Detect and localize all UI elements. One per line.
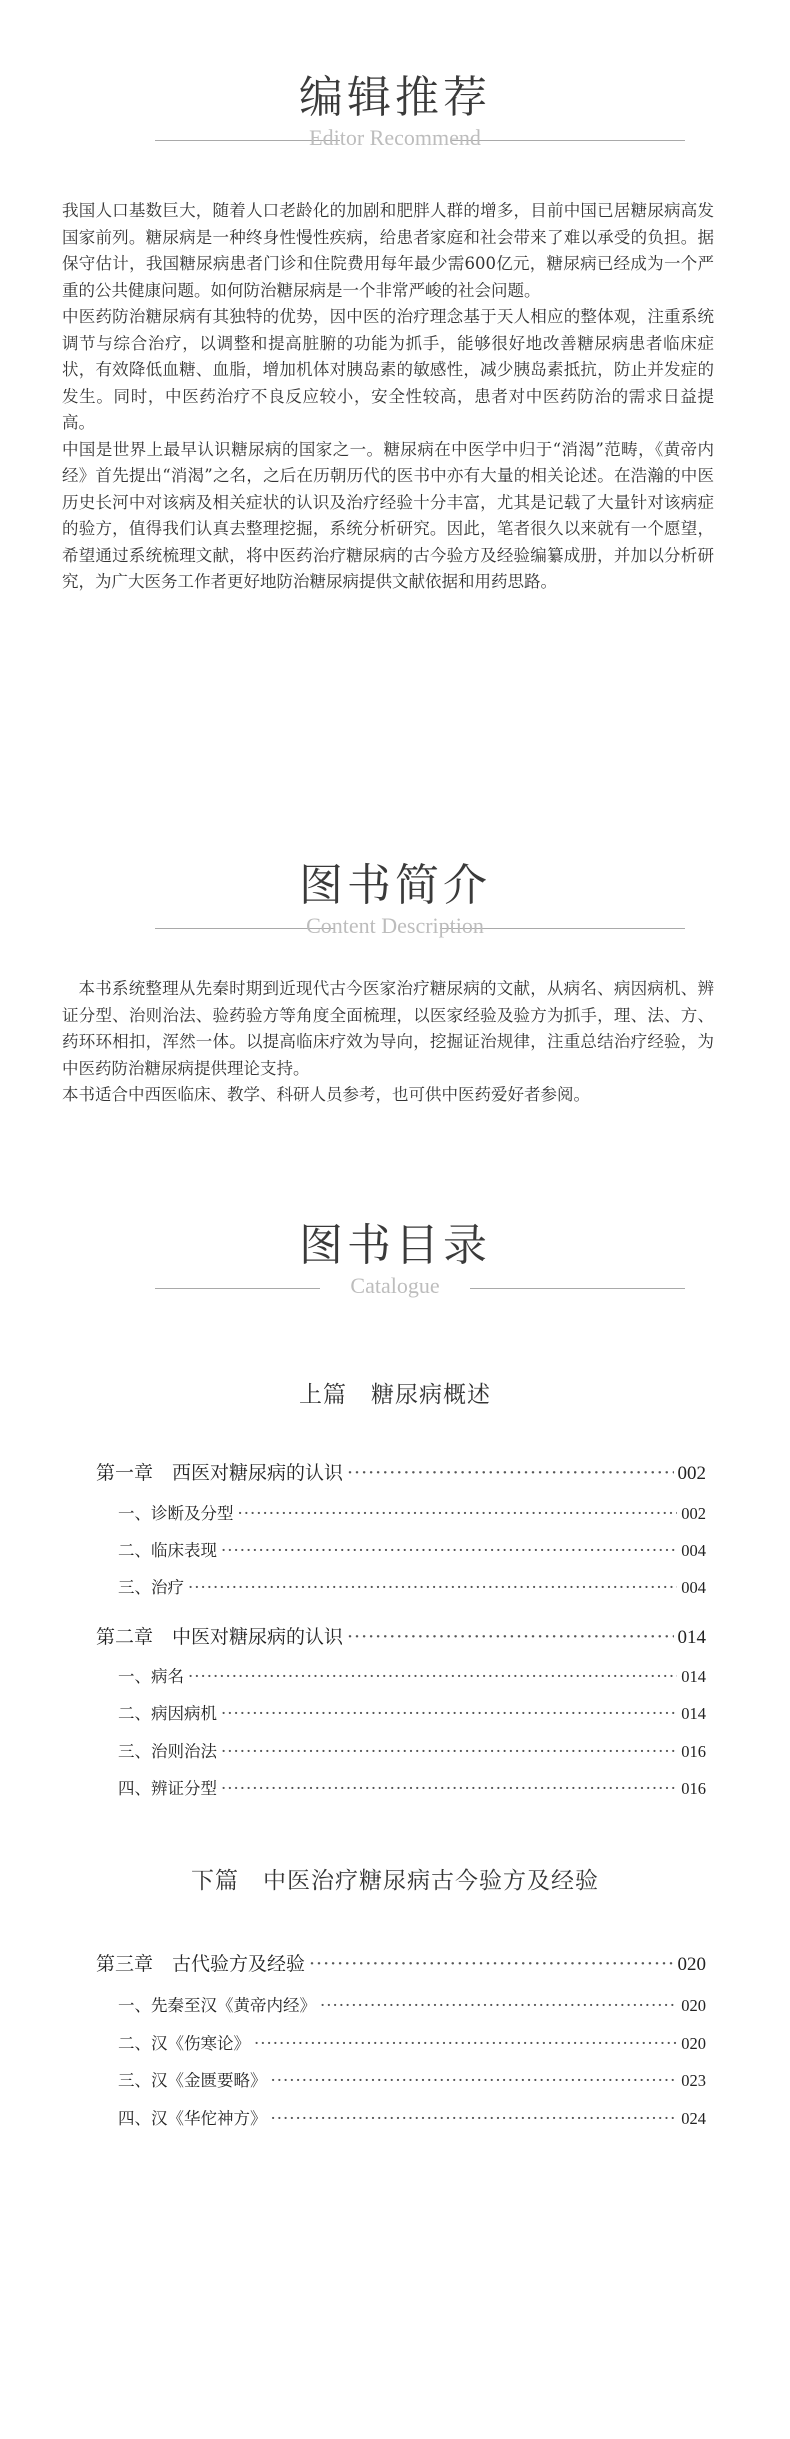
toc-chapter-label: 第一章 西医对糖尿病的认识 xyxy=(96,1462,344,1484)
toc-item-label: 一、病名 xyxy=(118,1667,184,1686)
toc-item-label: 四、汉《华佗神方》 xyxy=(118,2109,267,2128)
toc-item[interactable] xyxy=(118,1500,706,1524)
toc-page-number: 004 xyxy=(681,1541,706,1560)
content-description-subtitle: Content Description xyxy=(306,913,484,938)
toc-page-number: 002 xyxy=(681,1504,706,1523)
part-two-title: 下篇 中医治疗糖尿病古今验方及经验 xyxy=(191,1868,599,1894)
toc-item-label: 三、治疗 xyxy=(118,1578,184,1597)
toc-item[interactable] xyxy=(118,1574,706,1598)
toc-leader-dots xyxy=(271,2109,678,2128)
toc-page-number: 002 xyxy=(677,1463,706,1484)
toc-leader-dots xyxy=(221,1704,677,1723)
toc-page-number: 023 xyxy=(681,2071,706,2090)
toc-item-label: 一、先秦至汉《黄帝内经》 xyxy=(118,1996,316,2015)
toc-item[interactable] xyxy=(118,1775,706,1799)
toc-item[interactable] xyxy=(118,2105,706,2129)
toc-chapter-2[interactable] xyxy=(96,1622,706,1649)
toc-leader-dots xyxy=(347,1626,673,1648)
paragraph: 本书系统整理从先秦时期到近现代古今医家治疗糖尿病的文献，从病名、病因病机、辨证分型、治则治法、验药验方等角度全面梳理，以医家经验及验方为抓手，理、法、方、药环环相扣，浑然一体。以提高临床疗效为导向，挖掘证治规律，注重总结治疗经验，为中医药防治糖尿病提供理论支持。 xyxy=(62,979,714,1078)
toc-leader-dots xyxy=(221,1541,677,1560)
toc-chapter-label: 第二章 中医对糖尿病的认识 xyxy=(96,1626,344,1648)
toc-item-label: 二、病因病机 xyxy=(118,1704,217,1723)
toc-item-label: 一、诊断及分型 xyxy=(118,1504,234,1523)
toc-item[interactable] xyxy=(118,2030,706,2054)
toc-item[interactable] xyxy=(118,1738,706,1762)
toc-item[interactable] xyxy=(118,1700,706,1724)
toc-page-number: 016 xyxy=(681,1742,706,1761)
toc-item-label: 四、辨证分型 xyxy=(118,1779,217,1798)
toc-item-label: 三、治则治法 xyxy=(118,1742,217,1761)
toc-page-number: 020 xyxy=(681,2034,706,2053)
editor-recommend-title: 编辑推荐 xyxy=(299,72,491,123)
toc-page-number: 016 xyxy=(681,1779,706,1798)
toc-leader-dots xyxy=(254,2034,677,2053)
toc-item[interactable] xyxy=(118,2067,706,2091)
catalogue-title: 图书目录 xyxy=(299,1220,491,1271)
toc-page-number: 024 xyxy=(681,2109,706,2128)
toc-leader-dots xyxy=(188,1578,677,1597)
content-description-body xyxy=(62,976,714,1109)
toc-leader-dots xyxy=(347,1462,673,1484)
toc-page-number: 004 xyxy=(681,1578,706,1597)
content-description-title: 图书简介 xyxy=(299,860,491,911)
toc-chapter-1[interactable] xyxy=(96,1458,706,1485)
editor-recommend-header xyxy=(0,70,790,180)
editor-recommend-subtitle: Editor Recommend xyxy=(309,125,481,150)
paragraph: 我国人口基数巨大，随着人口老龄化的加剧和肥胖人群的增多，目前中国已居糖尿病高发国家前列。糖尿病是一种终身性慢性疾病，给患者家庭和社会带来了难以承受的负担。据保守估计，我国糖尿病患者门诊和住院费用每年最少需600亿元，糖尿病已经成为一个严重的公共健康问题。如何防治糖尿病是一个非常严峻的社会问题。 xyxy=(62,201,714,300)
toc-item[interactable] xyxy=(118,1992,706,2016)
toc-item-label: 二、临床表现 xyxy=(118,1541,217,1560)
paragraph: 中医药防治糖尿病有其独特的优势，因中医的治疗理念基于天人相应的整体观，注重系统调节与综合治疗，以调整和提高脏腑的功能为抓手，能够很好地改善糖尿病患者临床症状，有效降低血糖、血脂，增加机体对胰岛素的敏感性，减少胰岛素抵抗，防止并发症的发生。同时，中医药治疗不良反应较小，安全性较高，患者对中医药防治的需求日益提高。 xyxy=(62,307,714,432)
toc-page-number: 014 xyxy=(677,1627,706,1648)
toc-page-number: 020 xyxy=(681,1996,706,2015)
toc-leader-dots xyxy=(271,2071,678,2090)
toc-item-label: 三、汉《金匮要略》 xyxy=(118,2071,267,2090)
toc-leader-dots xyxy=(320,1996,677,2015)
toc-leader-dots xyxy=(221,1779,677,1798)
toc-page-number: 020 xyxy=(677,1954,706,1975)
toc-leader-dots xyxy=(188,1667,677,1686)
toc-chapter-3[interactable] xyxy=(96,1949,706,1976)
content-description-header xyxy=(0,858,790,968)
toc-page-number: 014 xyxy=(681,1667,706,1686)
toc-leader-dots xyxy=(238,1504,678,1523)
toc-leader-dots xyxy=(221,1742,677,1761)
toc-item[interactable] xyxy=(118,1537,706,1561)
editor-recommend-body xyxy=(62,198,714,596)
toc-leader-dots xyxy=(309,1953,673,1975)
toc-chapter-label: 第三章 古代验方及经验 xyxy=(96,1953,306,1975)
toc-item[interactable] xyxy=(118,1663,706,1687)
part-one-title: 上篇 糖尿病概述 xyxy=(299,1382,491,1408)
catalogue-subtitle: Catalogue xyxy=(350,1273,440,1298)
catalogue-header xyxy=(0,1218,790,1328)
toc-item-label: 二、汉《伤寒论》 xyxy=(118,2034,250,2053)
toc-page-number: 014 xyxy=(681,1704,706,1723)
paragraph: 中国是世界上最早认识糖尿病的国家之一。糖尿病在中医学中归于“消渴”范畴，《黄帝内经》首先提出“消渴”之名，之后在历朝历代的医书中亦有大量的相关论述。在浩瀚的中医历史长河中对该病及相关症状的认识及治疗经验十分丰富，尤其是记载了大量针对该病症的验方，值得我们认真去整理挖掘，系统分析研究。因此，笔者很久以来就有一个愿望，希望通过系统梳理文献，将中医药治疗糖尿病的古今验方及经验编纂成册，并加以分析研究，为广大医务工作者更好地防治糖尿病提供文献依据和用药思路。 xyxy=(62,439,714,591)
paragraph: 本书适合中西医临床、教学、科研人员参考，也可供中医药爱好者参阅。 xyxy=(62,1085,590,1104)
